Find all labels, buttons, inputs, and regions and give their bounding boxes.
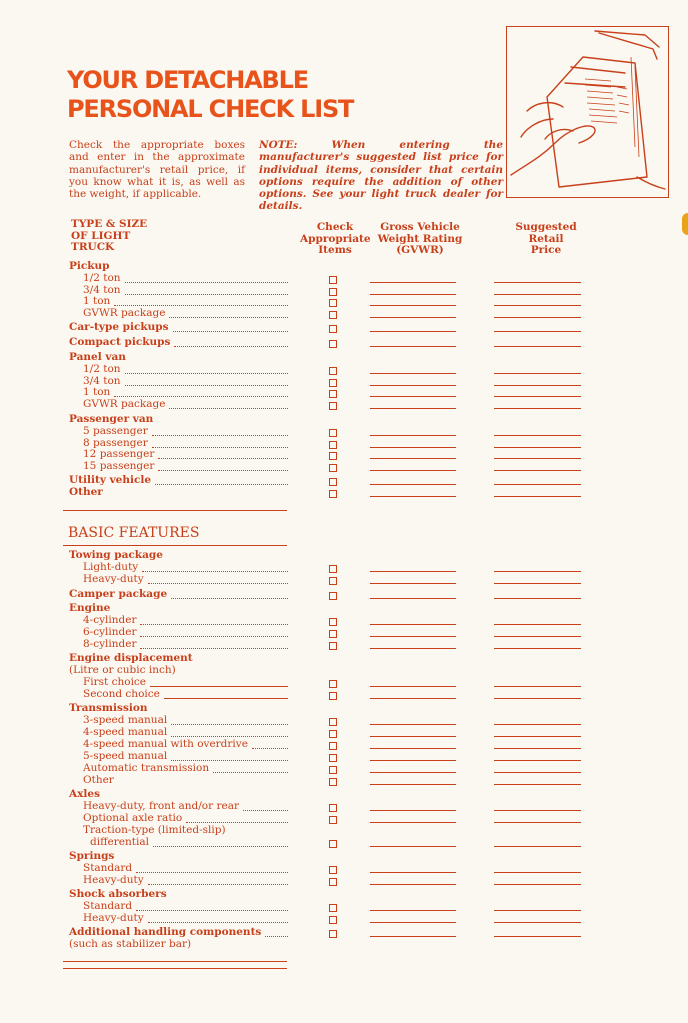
- column-header-gvwr: [374, 222, 466, 257]
- page-title: [67, 66, 353, 124]
- page-edge-tab: [682, 213, 688, 235]
- check-box[interactable]: [329, 452, 337, 460]
- row-label: 1/2 ton: [83, 272, 121, 284]
- check-box[interactable]: [329, 402, 337, 410]
- check-box[interactable]: [329, 311, 337, 319]
- check-box[interactable]: [329, 618, 337, 626]
- row-label: 1 ton: [83, 386, 111, 398]
- column-header-price-line-1: Suggested: [515, 221, 577, 233]
- check-box[interactable]: [329, 630, 337, 638]
- gvwr-entry-line[interactable]: [370, 736, 456, 737]
- price-entry-line[interactable]: [494, 922, 581, 923]
- column-header-gvwr-line-2: Weight Rating: [377, 232, 463, 245]
- leader-dots: [152, 435, 288, 436]
- price-entry-line[interactable]: [494, 583, 581, 584]
- gvwr-entry-line[interactable]: [370, 571, 456, 572]
- column-header-check-line-3: Items: [318, 244, 352, 256]
- price-entry-line[interactable]: [494, 435, 581, 436]
- price-entry-line[interactable]: [494, 724, 581, 725]
- gvwr-entry-line[interactable]: [370, 346, 456, 347]
- gvwr-entry-line[interactable]: [370, 784, 456, 785]
- leader-dots: [140, 636, 288, 637]
- check-box[interactable]: [329, 754, 337, 762]
- row-label: Heavy-duty: [83, 912, 144, 924]
- gvwr-entry-line[interactable]: [370, 408, 456, 409]
- check-box[interactable]: [329, 565, 337, 573]
- row-label: 3-speed manual: [83, 714, 168, 726]
- row-label: 3/4 ton: [83, 375, 121, 387]
- row-label: Heavy-duty: [83, 573, 144, 585]
- gvwr-entry-line[interactable]: [370, 496, 456, 497]
- leader-dots: [169, 317, 288, 318]
- section-divider-top: [63, 510, 287, 511]
- check-box[interactable]: [329, 840, 337, 848]
- gvwr-entry-line[interactable]: [370, 910, 456, 911]
- check-box[interactable]: [329, 478, 337, 486]
- hand-holding-checklist-illustration: [506, 26, 669, 198]
- row-label: Heavy-duty, front and/or rear: [83, 800, 239, 812]
- bottom-rule-1: [63, 961, 287, 962]
- price-entry-line[interactable]: [494, 748, 581, 749]
- intro-text: Check the appropriate boxes and enter in the approximate manufacturer's retail price, if you know what it is, as well as the weight, if applicable.: [69, 139, 245, 201]
- price-entry-line[interactable]: [494, 385, 581, 386]
- bottom-rule-2: [63, 968, 287, 969]
- gvwr-entry-line[interactable]: [370, 822, 456, 823]
- leader-dots: [125, 385, 288, 386]
- gvwr-entry-line[interactable]: [370, 624, 456, 625]
- gvwr-entry-line[interactable]: [370, 636, 456, 637]
- row-label: Second choice: [83, 688, 160, 700]
- price-entry-line[interactable]: [494, 458, 581, 459]
- leader-dots: [158, 470, 288, 471]
- price-entry-line[interactable]: [494, 686, 581, 687]
- gvwr-entry-line[interactable]: [370, 648, 456, 649]
- price-entry-line[interactable]: [494, 346, 581, 347]
- gvwr-entry-line[interactable]: [370, 282, 456, 283]
- leader-dots: [125, 282, 288, 283]
- check-box[interactable]: [329, 340, 337, 348]
- section-heading-basic-features: BASIC FEATURES: [68, 525, 200, 541]
- price-entry-line[interactable]: [494, 822, 581, 823]
- column-header-gvwr-line-3: (GVWR): [396, 244, 444, 256]
- leader-dots: [155, 484, 288, 485]
- leader-dots: [148, 583, 288, 584]
- check-box[interactable]: [329, 878, 337, 886]
- check-box[interactable]: [329, 718, 337, 726]
- check-box[interactable]: [329, 367, 337, 375]
- price-entry-line[interactable]: [494, 373, 581, 374]
- column-header-check-line-1: Check: [316, 221, 354, 233]
- row-label: 6-cylinder: [83, 626, 137, 638]
- row-label: 4-cylinder: [83, 614, 137, 626]
- check-box[interactable]: [329, 730, 337, 738]
- leader-dots: [171, 736, 288, 737]
- leader-dots: [140, 648, 288, 649]
- gvwr-entry-line[interactable]: [370, 810, 456, 811]
- leader-dots: [114, 396, 288, 397]
- gvwr-entry-line[interactable]: [370, 435, 456, 436]
- check-box[interactable]: [329, 930, 337, 938]
- check-box[interactable]: [329, 816, 337, 824]
- check-box[interactable]: [329, 390, 337, 398]
- row-label: Passenger van: [69, 413, 154, 425]
- gvwr-entry-line[interactable]: [370, 884, 456, 885]
- check-box[interactable]: [329, 325, 337, 333]
- column-header-gvwr-line-1: Gross Vehicle: [380, 221, 460, 233]
- check-box[interactable]: [329, 577, 337, 585]
- check-box[interactable]: [329, 692, 337, 700]
- check-box[interactable]: [329, 464, 337, 472]
- row-label: 8 passenger: [83, 437, 148, 449]
- row-label: differential: [90, 836, 149, 848]
- entry-line[interactable]: [164, 698, 288, 699]
- row-label: First choice: [83, 676, 147, 688]
- check-box[interactable]: [329, 429, 337, 437]
- row-label: 8-cylinder: [83, 638, 137, 650]
- leader-dots: [169, 408, 288, 409]
- row-label: GVWR package: [83, 398, 166, 410]
- section-heading-underline: [63, 545, 287, 546]
- gvwr-entry-line[interactable]: [370, 396, 456, 397]
- row-label: Standard: [83, 900, 133, 912]
- row-label: Camper package: [69, 588, 168, 600]
- leader-dots: [136, 910, 288, 911]
- check-box[interactable]: [329, 592, 337, 600]
- row-label: Other: [83, 774, 114, 786]
- gvwr-entry-line[interactable]: [370, 470, 456, 471]
- check-box[interactable]: [329, 490, 337, 498]
- column-header-type-line-1: TYPE & SIZE: [71, 218, 148, 230]
- row-label: 12 passenger: [83, 448, 155, 460]
- price-entry-line[interactable]: [494, 636, 581, 637]
- leader-dots: [114, 305, 288, 306]
- check-box[interactable]: [329, 904, 337, 912]
- gvwr-entry-line[interactable]: [370, 686, 456, 687]
- check-box[interactable]: [329, 766, 337, 774]
- gvwr-entry-line[interactable]: [370, 772, 456, 773]
- checklist-drawing: [507, 27, 667, 196]
- row-label: Standard: [83, 862, 133, 874]
- price-entry-line[interactable]: [494, 810, 581, 811]
- gvwr-entry-line[interactable]: [370, 598, 456, 599]
- leader-dots: [171, 760, 288, 761]
- column-header-check: [300, 222, 370, 257]
- title-line-1: YOUR DETACHABLE: [67, 66, 308, 94]
- check-box[interactable]: [329, 916, 337, 924]
- leader-dots: [136, 872, 288, 873]
- entry-line[interactable]: [150, 686, 288, 687]
- gvwr-entry-line[interactable]: [370, 458, 456, 459]
- column-header-price-line-3: Price: [530, 244, 562, 256]
- leader-dots: [186, 822, 288, 823]
- gvwr-entry-line[interactable]: [370, 484, 456, 485]
- leader-dots: [140, 624, 288, 625]
- price-entry-line[interactable]: [494, 760, 581, 761]
- column-header-type-line-3: TRUCK: [71, 241, 115, 253]
- gvwr-entry-line[interactable]: [370, 385, 456, 386]
- gvwr-entry-line[interactable]: [370, 698, 456, 699]
- leader-dots: [171, 598, 288, 599]
- price-entry-line[interactable]: [494, 408, 581, 409]
- gvwr-entry-line[interactable]: [370, 872, 456, 873]
- row-label: Other: [69, 486, 103, 498]
- price-entry-line[interactable]: [494, 872, 581, 873]
- note-text: NOTE: When entering the manufacturer's suggested list price for individual items, consider that certain options require the addition of other options. See your light truck dealer for details.: [259, 139, 503, 213]
- row-label: Automatic transmission: [83, 762, 210, 774]
- column-header-price: [505, 222, 587, 257]
- leader-dots: [173, 331, 288, 332]
- check-box[interactable]: [329, 778, 337, 786]
- row-label: 4-speed manual: [83, 726, 168, 738]
- price-entry-line[interactable]: [494, 294, 581, 295]
- price-entry-line[interactable]: [494, 910, 581, 911]
- gvwr-entry-line[interactable]: [370, 317, 456, 318]
- column-header-price-line-2: Retail: [528, 232, 564, 245]
- row-label: Panel van: [69, 351, 126, 363]
- row-label: Towing package: [69, 549, 163, 561]
- price-entry-line[interactable]: [494, 772, 581, 773]
- price-entry-line[interactable]: [494, 317, 581, 318]
- leader-dots: [213, 772, 288, 773]
- row-label: Traction-type (limited-slip): [83, 824, 226, 836]
- row-label: 5 passenger: [83, 425, 148, 437]
- row-label: Shock absorbers: [69, 888, 167, 900]
- row-label: Engine displacement: [69, 652, 193, 664]
- leader-dots: [152, 447, 288, 448]
- price-entry-line[interactable]: [494, 331, 581, 332]
- gvwr-entry-line[interactable]: [370, 748, 456, 749]
- price-entry-line[interactable]: [494, 736, 581, 737]
- gvwr-entry-line[interactable]: [370, 936, 456, 937]
- check-box[interactable]: [329, 804, 337, 812]
- check-box[interactable]: [329, 680, 337, 688]
- price-entry-line[interactable]: [494, 698, 581, 699]
- column-header-check-line-2: Appropriate: [300, 232, 371, 245]
- price-entry-line[interactable]: [494, 571, 581, 572]
- leader-dots: [174, 346, 288, 347]
- row-label: 1/2 ton: [83, 363, 121, 375]
- price-entry-line[interactable]: [494, 496, 581, 497]
- price-entry-line[interactable]: [494, 884, 581, 885]
- price-entry-line[interactable]: [494, 784, 581, 785]
- gvwr-entry-line[interactable]: [370, 760, 456, 761]
- leader-dots: [243, 810, 288, 811]
- row-label: Axles: [69, 788, 100, 800]
- row-label: Utility vehicle: [69, 474, 152, 486]
- row-label: Springs: [69, 850, 115, 862]
- row-label: Transmission: [69, 702, 148, 714]
- row-label: Engine: [69, 602, 111, 614]
- check-box[interactable]: [329, 866, 337, 874]
- row-label: Optional axle ratio: [83, 812, 183, 824]
- leader-dots: [171, 724, 288, 725]
- row-label: Light-duty: [83, 561, 139, 573]
- gvwr-entry-line[interactable]: [370, 331, 456, 332]
- row-label: 3/4 ton: [83, 284, 121, 296]
- row-label: (Litre or cubic inch): [69, 664, 176, 676]
- price-entry-line[interactable]: [494, 396, 581, 397]
- leader-dots: [158, 458, 288, 459]
- check-box[interactable]: [329, 642, 337, 650]
- price-entry-line[interactable]: [494, 846, 581, 847]
- row-label: Car-type pickups: [69, 321, 169, 333]
- price-entry-line[interactable]: [494, 484, 581, 485]
- leader-dots: [153, 846, 288, 847]
- price-entry-line[interactable]: [494, 936, 581, 937]
- row-label: GVWR package: [83, 307, 166, 319]
- gvwr-entry-line[interactable]: [370, 447, 456, 448]
- price-entry-line[interactable]: [494, 447, 581, 448]
- check-box[interactable]: [329, 441, 337, 449]
- gvwr-entry-line[interactable]: [370, 724, 456, 725]
- row-label: 4-speed manual with overdrive: [83, 738, 248, 750]
- row-label: 5-speed manual: [83, 750, 168, 762]
- column-header-type: [71, 219, 147, 254]
- leader-dots: [125, 373, 288, 374]
- check-box[interactable]: [329, 276, 337, 284]
- gvwr-entry-line[interactable]: [370, 373, 456, 374]
- price-entry-line[interactable]: [494, 598, 581, 599]
- title-line-2: PERSONAL CHECK LIST: [67, 95, 354, 123]
- row-label: 1 ton: [83, 295, 111, 307]
- price-entry-line[interactable]: [494, 305, 581, 306]
- check-box[interactable]: [329, 379, 337, 387]
- check-box[interactable]: [329, 299, 337, 307]
- row-label: Compact pickups: [69, 336, 171, 348]
- row-label: Pickup: [69, 260, 110, 272]
- leader-dots: [142, 571, 288, 572]
- price-entry-line[interactable]: [494, 470, 581, 471]
- price-entry-line[interactable]: [494, 648, 581, 649]
- row-label: Heavy-duty: [83, 874, 144, 886]
- leader-dots: [148, 922, 288, 923]
- gvwr-entry-line[interactable]: [370, 846, 456, 847]
- gvwr-entry-line[interactable]: [370, 922, 456, 923]
- row-label: 15 passenger: [83, 460, 155, 472]
- gvwr-entry-line[interactable]: [370, 583, 456, 584]
- row-label: (such as stabilizer bar): [69, 938, 192, 950]
- check-box[interactable]: [329, 742, 337, 750]
- leader-dots: [252, 748, 288, 749]
- row-label: Additional handling components: [69, 926, 262, 938]
- leader-dots: [148, 884, 288, 885]
- gvwr-entry-line[interactable]: [370, 305, 456, 306]
- leader-dots: [125, 294, 288, 295]
- price-entry-line[interactable]: [494, 282, 581, 283]
- check-box[interactable]: [329, 288, 337, 296]
- leader-dots: [265, 936, 288, 937]
- gvwr-entry-line[interactable]: [370, 294, 456, 295]
- price-entry-line[interactable]: [494, 624, 581, 625]
- column-header-type-line-2: OF LIGHT: [71, 229, 131, 242]
